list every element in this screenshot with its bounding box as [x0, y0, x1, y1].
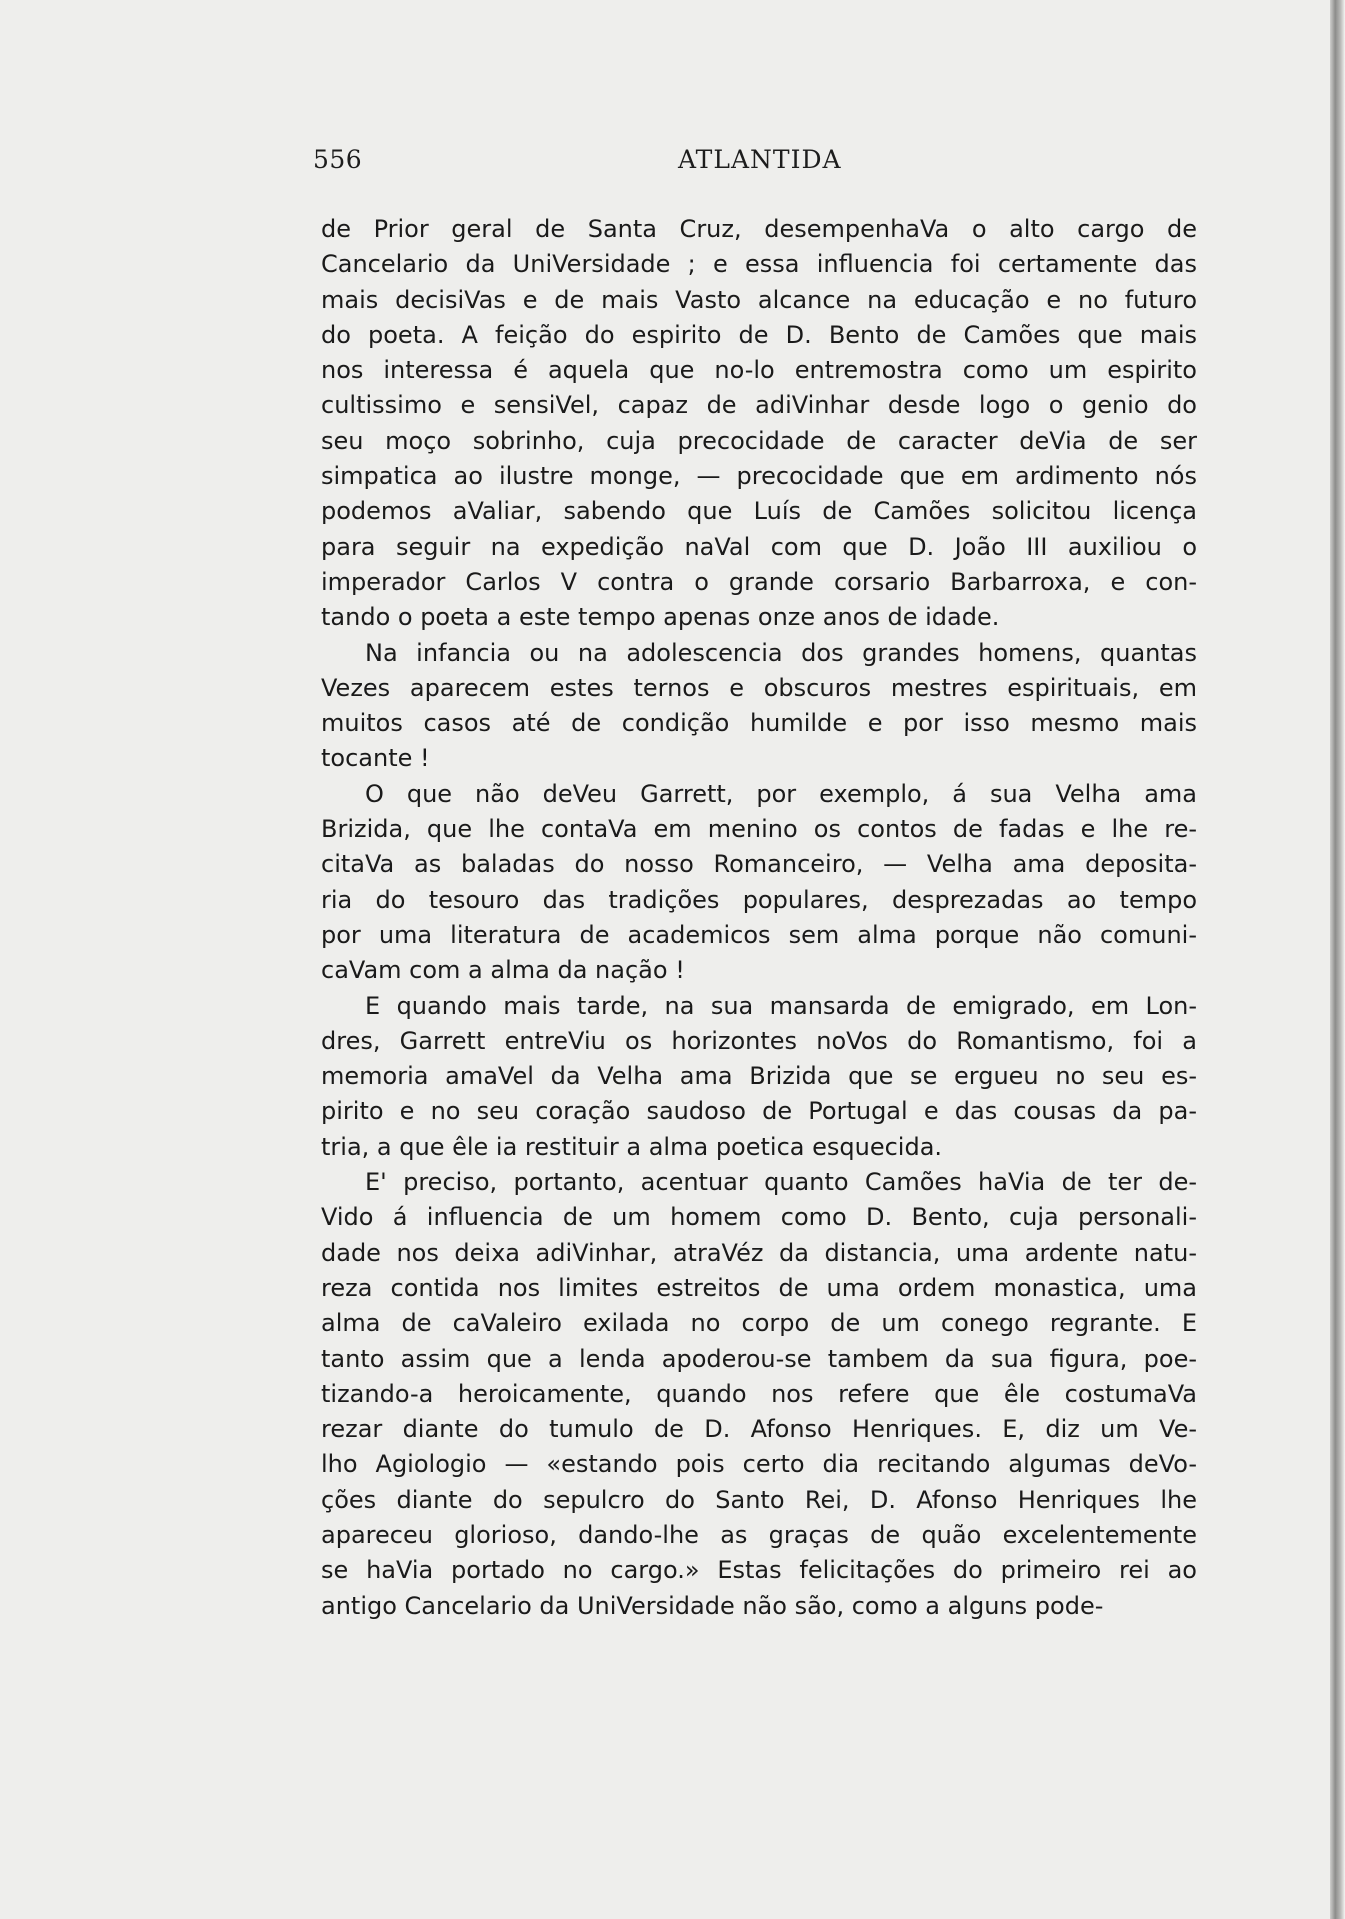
paragraph	[321, 212, 1197, 636]
text-line: cultissimo e sensiVel, capaz de adiVinhar desde logo o genio do	[321, 391, 1197, 420]
paragraph	[321, 989, 1197, 1165]
paragraph	[321, 636, 1197, 777]
text-line: tanto assim que a lenda apoderou-se tambem da sua figura, poe-	[321, 1344, 1197, 1373]
text-line: ria do tesouro das tradições populares, desprezadas ao tempo	[321, 885, 1197, 914]
text-line: E' preciso, portanto, acentuar quanto Camões haVia de ter de-	[365, 1168, 1197, 1197]
text-line: Vezes aparecem estes ternos e obscuros mestres espirituais, em	[321, 673, 1197, 702]
text-line: de Prior geral de Santa Cruz, desempenhaVa o alto cargo de	[321, 215, 1197, 243]
text-line: rezar diante do tumulo de D. Afonso Henriques. E, diz um Ve-	[321, 1415, 1197, 1444]
body-text	[321, 212, 1197, 1624]
text-line: apareceu glorioso, dando-lhe as graças de quão excelentemente	[321, 1520, 1197, 1549]
text-line: Vido á influencia de um homem como D. Bento, cuja personali-	[321, 1203, 1197, 1232]
text-line: por uma literatura de academicos sem alma porque não comuni-	[321, 920, 1197, 949]
running-title: ATLANTIDA	[678, 145, 842, 174]
text-line: tria, a que êle ia restituir a alma poetica esquecida.	[321, 1132, 943, 1161]
text-line: pirito e no seu coração saudoso de Portugal e das cousas da pa-	[321, 1097, 1197, 1126]
page-number: 556	[313, 145, 363, 174]
text-line: O que não deVeu Garrett, por exemplo, á sua Velha ama	[365, 779, 1197, 808]
text-line: do poeta. A feição do espirito de D. Bento de Camões que mais	[321, 320, 1197, 349]
text-line: reza contida nos limites estreitos de uma ordem monastica, uma	[321, 1273, 1197, 1302]
text-line: E quando mais tarde, na sua mansarda de emigrado, em Lon-	[365, 991, 1197, 1020]
page-header	[313, 143, 1206, 183]
text-line: antigo Cancelario da UniVersidade não são, como a alguns pode-	[321, 1591, 1104, 1620]
text-line: alma de caValeiro exilada no corpo de um conego regrante. E	[321, 1309, 1197, 1338]
text-line: podemos aValiar, sabendo que Luís de Camões solicitou licença	[321, 497, 1197, 526]
paragraph	[321, 1165, 1197, 1624]
text-line: memoria amaVel da Velha ama Brizida que se ergueu no seu es-	[321, 1062, 1197, 1091]
text-line: dade nos deixa adiVinhar, atraVéz da distancia, uma ardente natu-	[321, 1238, 1197, 1267]
text-line: imperador Carlos V contra o grande corsario Barbarroxa, e con-	[321, 567, 1197, 596]
text-line: lho Agiologio — «estando pois certo dia recitando algumas deVo-	[321, 1450, 1197, 1479]
text-line: nos interessa é aquela que no-lo entremostra como um espirito	[321, 356, 1197, 385]
text-line: tocante !	[321, 744, 430, 773]
text-line: Na infancia ou na adolescencia dos grandes homens, quantas	[365, 638, 1197, 667]
text-line: Cancelario da UniVersidade ; e essa influencia foi certamente das	[321, 250, 1197, 279]
text-line: seu moço sobrinho, cuja precocidade de caracter deVia de ser	[321, 426, 1197, 455]
text-line: simpatica ao ilustre monge, — precocidade que em ardimento nós	[321, 462, 1197, 491]
page-edge	[1330, 0, 1345, 1919]
text-line: tando o poeta a este tempo apenas onze anos de idade.	[321, 603, 1000, 632]
text-line: se haVia portado no cargo.» Estas felicitações do primeiro rei ao	[321, 1556, 1197, 1585]
text-line: dres, Garrett entreViu os horizontes noVos do Romantismo, foi a	[321, 1026, 1197, 1055]
text-line: Brizida, que lhe contaVa em menino os contos de fadas e lhe re-	[321, 815, 1197, 844]
text-line: ções diante do sepulcro do Santo Rei, D. Afonso Henriques lhe	[321, 1485, 1197, 1514]
text-line: mais decisiVas e de mais Vasto alcance na educação e no futuro	[321, 285, 1197, 314]
text-line: caVam com a alma da nação !	[321, 956, 685, 985]
text-line: citaVa as baladas do nosso Romanceiro, — Velha ama deposita-	[321, 850, 1197, 879]
text-line: para seguir na expedição naVal com que D. João III auxiliou o	[321, 532, 1197, 561]
text-line: tizando-a heroicamente, quando nos refere que êle costumaVa	[321, 1379, 1197, 1408]
paragraph	[321, 777, 1197, 989]
text-line: muitos casos até de condição humilde e por isso mesmo mais	[321, 709, 1197, 738]
